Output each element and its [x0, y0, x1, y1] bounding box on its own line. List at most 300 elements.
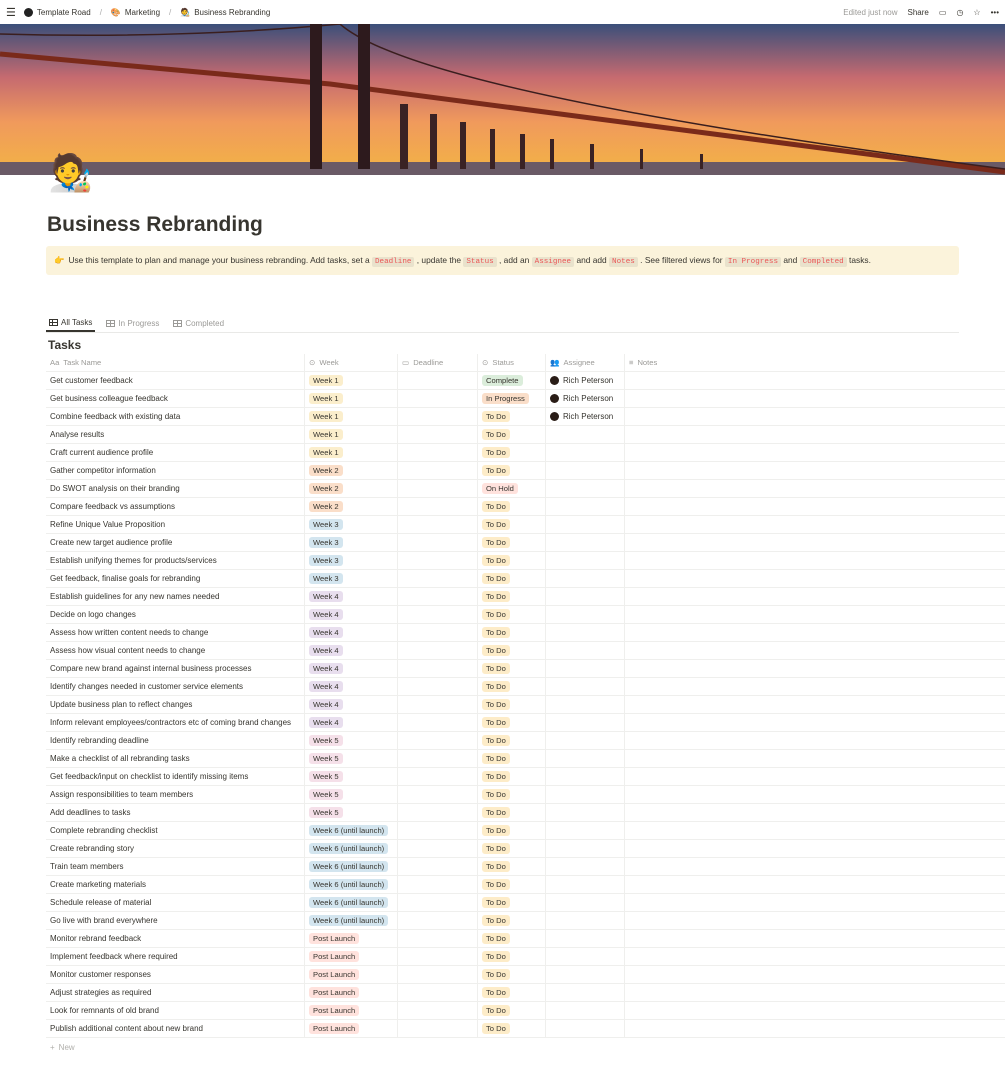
week-cell[interactable] — [305, 372, 398, 389]
week-cell[interactable] — [305, 588, 398, 605]
table-row[interactable] — [46, 858, 1005, 876]
table-row[interactable] — [46, 660, 1005, 678]
status-tag: To Do — [482, 699, 510, 710]
notes-cell[interactable] — [625, 516, 1005, 533]
assignee-cell[interactable] — [546, 480, 625, 497]
status-tag: To Do — [482, 429, 510, 440]
deadline-cell[interactable] — [398, 534, 478, 551]
table-row[interactable] — [46, 930, 1005, 948]
week-cell[interactable] — [305, 516, 398, 533]
notes-cell[interactable] — [625, 786, 1005, 803]
table-row[interactable] — [46, 426, 1005, 444]
table-row[interactable] — [46, 624, 1005, 642]
week-cell[interactable] — [305, 732, 398, 749]
callout-text-segment: , update the — [416, 255, 462, 265]
status-cell[interactable] — [478, 678, 546, 695]
status-cell[interactable] — [478, 372, 546, 389]
task-name-cell[interactable] — [46, 480, 305, 497]
task-name-cell[interactable] — [46, 930, 305, 947]
week-cell[interactable] — [305, 948, 398, 965]
status-cell[interactable] — [478, 966, 546, 983]
column-header-deadline[interactable] — [398, 354, 478, 371]
status-cell[interactable] — [478, 930, 546, 947]
task-name-cell[interactable] — [46, 840, 305, 857]
status-cell[interactable] — [478, 786, 546, 803]
task-name-cell[interactable] — [46, 858, 305, 875]
task-name-cell[interactable] — [46, 624, 305, 641]
task-name-cell[interactable] — [46, 462, 305, 479]
task-name-cell[interactable] — [46, 966, 305, 983]
assignee-cell[interactable] — [546, 750, 625, 767]
table-row[interactable] — [46, 786, 1005, 804]
status-cell[interactable] — [478, 426, 546, 443]
notes-cell[interactable] — [625, 732, 1005, 749]
week-cell[interactable] — [305, 714, 398, 731]
status-cell[interactable] — [478, 390, 546, 407]
history-icon[interactable]: ◷ — [956, 7, 964, 17]
table-row[interactable] — [46, 552, 1005, 570]
notes-cell[interactable] — [625, 408, 1005, 425]
status-cell[interactable] — [478, 696, 546, 713]
notes-cell[interactable] — [625, 552, 1005, 569]
week-cell[interactable] — [305, 480, 398, 497]
notes-cell[interactable] — [625, 858, 1005, 875]
deadline-cell[interactable] — [398, 462, 478, 479]
task-name-cell[interactable] — [46, 552, 305, 569]
assignee-cell[interactable] — [546, 948, 625, 965]
assignee-cell[interactable] — [546, 534, 625, 551]
task-name-cell[interactable] — [46, 1002, 305, 1019]
assignee-cell[interactable] — [546, 822, 625, 839]
deadline-cell[interactable] — [398, 444, 478, 461]
task-name-cell[interactable] — [46, 678, 305, 695]
week-cell[interactable] — [305, 750, 398, 767]
status-cell[interactable] — [478, 516, 546, 533]
status-cell[interactable] — [478, 840, 546, 857]
week-cell[interactable] — [305, 858, 398, 875]
notes-cell[interactable] — [625, 696, 1005, 713]
assignee-cell[interactable] — [546, 930, 625, 947]
week-cell[interactable] — [305, 840, 398, 857]
breadcrumb-item[interactable]: Marketing — [124, 7, 161, 17]
week-cell[interactable] — [305, 660, 398, 677]
notes-cell[interactable] — [625, 930, 1005, 947]
deadline-cell[interactable] — [398, 480, 478, 497]
status-cell[interactable] — [478, 912, 546, 929]
deadline-cell[interactable] — [398, 642, 478, 659]
table-row[interactable] — [46, 390, 1005, 408]
table-row[interactable] — [46, 1020, 1005, 1038]
week-cell[interactable] — [305, 804, 398, 821]
assignee-cell[interactable] — [546, 444, 625, 461]
assignee-cell[interactable] — [546, 462, 625, 479]
assignee-cell[interactable] — [546, 390, 625, 407]
deadline-cell[interactable] — [398, 660, 478, 677]
status-cell[interactable] — [478, 714, 546, 731]
task-name: Go live with brand everywhere — [50, 916, 158, 925]
week-cell[interactable] — [305, 1002, 398, 1019]
assignee-cell[interactable] — [546, 1020, 625, 1037]
notes-cell[interactable] — [625, 768, 1005, 785]
assignee-cell[interactable] — [546, 876, 625, 893]
deadline-cell[interactable] — [398, 372, 478, 389]
deadline-cell[interactable] — [398, 786, 478, 803]
deadline-cell[interactable] — [398, 516, 478, 533]
status-cell[interactable] — [478, 606, 546, 623]
week-cell[interactable] — [305, 678, 398, 695]
status-cell[interactable] — [478, 858, 546, 875]
people-icon: 👥 — [550, 358, 560, 367]
week-cell[interactable] — [305, 894, 398, 911]
task-name-cell[interactable] — [46, 732, 305, 749]
status-cell[interactable] — [478, 750, 546, 767]
assignee-cell[interactable] — [546, 1002, 625, 1019]
deadline-cell[interactable] — [398, 768, 478, 785]
task-name-cell[interactable] — [46, 534, 305, 551]
table-row[interactable] — [46, 984, 1005, 1002]
tab-label: Completed — [185, 318, 225, 328]
task-name-cell[interactable] — [46, 516, 305, 533]
deadline-cell[interactable] — [398, 1002, 478, 1019]
assignee-cell[interactable] — [546, 426, 625, 443]
column-header-task-name[interactable] — [46, 354, 305, 371]
task-name-cell[interactable] — [46, 804, 305, 821]
task-name: Identify rebranding deadline — [50, 736, 149, 745]
table-row[interactable] — [46, 534, 1005, 552]
assignee-cell[interactable] — [546, 570, 625, 587]
deadline-cell[interactable] — [398, 678, 478, 695]
table-row[interactable] — [46, 480, 1005, 498]
status-cell[interactable] — [478, 1020, 546, 1037]
notes-cell[interactable] — [625, 678, 1005, 695]
notes-cell[interactable] — [625, 822, 1005, 839]
comment-icon[interactable]: ▭ — [938, 7, 947, 17]
week-tag: Week 6 (until launch) — [309, 843, 388, 854]
deadline-cell[interactable] — [398, 912, 478, 929]
deadline-cell[interactable] — [398, 750, 478, 767]
task-name-cell[interactable] — [46, 1020, 305, 1037]
task-name-cell[interactable] — [46, 642, 305, 659]
notes-cell[interactable] — [625, 390, 1005, 407]
deadline-cell[interactable] — [398, 606, 478, 623]
task-name-cell[interactable] — [46, 876, 305, 893]
assignee-cell[interactable] — [546, 516, 625, 533]
task-name-cell[interactable] — [46, 768, 305, 785]
assignee-cell[interactable] — [546, 696, 625, 713]
status-cell[interactable] — [478, 498, 546, 515]
task-name-cell[interactable] — [46, 372, 305, 389]
page-title[interactable]: Business Rebranding — [47, 213, 263, 236]
page-icon[interactable]: 🧑‍🎨 — [48, 152, 93, 193]
notes-cell[interactable] — [625, 570, 1005, 587]
deadline-cell[interactable] — [398, 624, 478, 641]
notes-cell[interactable] — [625, 642, 1005, 659]
week-cell[interactable] — [305, 498, 398, 515]
assignee-cell[interactable] — [546, 840, 625, 857]
task-name-cell[interactable] — [46, 570, 305, 587]
task-name-cell[interactable] — [46, 984, 305, 1001]
task-name-cell[interactable] — [46, 822, 305, 839]
task-name-cell[interactable] — [46, 948, 305, 965]
notes-cell[interactable] — [625, 534, 1005, 551]
table-row[interactable] — [46, 696, 1005, 714]
deadline-cell[interactable] — [398, 588, 478, 605]
deadline-cell[interactable] — [398, 1020, 478, 1037]
task-name-cell[interactable] — [46, 912, 305, 929]
status-cell[interactable] — [478, 894, 546, 911]
status-cell[interactable] — [478, 462, 546, 479]
table-row[interactable] — [46, 750, 1005, 768]
table-row[interactable] — [46, 1002, 1005, 1020]
table-row[interactable] — [46, 840, 1005, 858]
table-row[interactable] — [46, 444, 1005, 462]
notes-cell[interactable] — [625, 948, 1005, 965]
table-row[interactable] — [46, 822, 1005, 840]
table-row[interactable] — [46, 588, 1005, 606]
table-row[interactable] — [46, 498, 1005, 516]
notes-cell[interactable] — [625, 444, 1005, 461]
week-cell[interactable] — [305, 606, 398, 623]
assignee-cell[interactable] — [546, 984, 625, 1001]
notes-cell[interactable] — [625, 894, 1005, 911]
week-tag: Week 1 — [309, 429, 343, 440]
assignee-cell[interactable] — [546, 498, 625, 515]
table-row[interactable] — [46, 912, 1005, 930]
status-cell[interactable] — [478, 876, 546, 893]
task-name-cell[interactable] — [46, 426, 305, 443]
assignee-cell[interactable] — [546, 966, 625, 983]
week-cell[interactable] — [305, 624, 398, 641]
deadline-cell[interactable] — [398, 876, 478, 893]
week-cell[interactable] — [305, 696, 398, 713]
week-cell[interactable] — [305, 444, 398, 461]
assignee-cell[interactable] — [546, 858, 625, 875]
share-button[interactable]: Share — [907, 7, 929, 17]
column-header-week[interactable] — [305, 354, 398, 371]
task-name-cell[interactable] — [46, 408, 305, 425]
table-row[interactable] — [46, 678, 1005, 696]
notes-cell[interactable] — [625, 1002, 1005, 1019]
status-cell[interactable] — [478, 822, 546, 839]
table-row[interactable] — [46, 732, 1005, 750]
deadline-cell[interactable] — [398, 498, 478, 515]
notes-cell[interactable] — [625, 660, 1005, 677]
task-name-cell[interactable] — [46, 786, 305, 803]
week-cell[interactable] — [305, 462, 398, 479]
notes-cell[interactable] — [625, 804, 1005, 821]
deadline-cell[interactable] — [398, 948, 478, 965]
status-cell[interactable] — [478, 408, 546, 425]
week-tag: Week 6 (until launch) — [309, 879, 388, 890]
assignee-cell[interactable] — [546, 552, 625, 569]
table-row[interactable] — [46, 642, 1005, 660]
table-row[interactable] — [46, 570, 1005, 588]
status-cell[interactable] — [478, 588, 546, 605]
week-cell[interactable] — [305, 570, 398, 587]
notes-cell[interactable] — [625, 480, 1005, 497]
deadline-cell[interactable] — [398, 570, 478, 587]
deadline-cell[interactable] — [398, 804, 478, 821]
assignee-cell[interactable] — [546, 588, 625, 605]
assignee-cell[interactable] — [546, 660, 625, 677]
status-tag: To Do — [482, 537, 510, 548]
assignee-cell[interactable] — [546, 408, 625, 425]
table-row[interactable] — [46, 876, 1005, 894]
notes-cell[interactable] — [625, 966, 1005, 983]
column-header-assignee[interactable] — [546, 354, 625, 371]
week-cell[interactable] — [305, 822, 398, 839]
assignee-cell[interactable] — [546, 732, 625, 749]
status-tag: To Do — [482, 573, 510, 584]
task-name-cell[interactable] — [46, 750, 305, 767]
week-cell[interactable] — [305, 426, 398, 443]
task-name-cell[interactable] — [46, 606, 305, 623]
assignee-cell[interactable] — [546, 606, 625, 623]
assignee-cell[interactable] — [546, 678, 625, 695]
status-cell[interactable] — [478, 804, 546, 821]
deadline-cell[interactable] — [398, 426, 478, 443]
assignee-cell[interactable] — [546, 786, 625, 803]
status-cell[interactable] — [478, 552, 546, 569]
week-cell[interactable] — [305, 930, 398, 947]
table-row[interactable] — [46, 372, 1005, 390]
task-name-cell[interactable] — [46, 660, 305, 677]
table-row[interactable] — [46, 714, 1005, 732]
status-cell[interactable] — [478, 444, 546, 461]
notes-cell[interactable] — [625, 840, 1005, 857]
star-icon[interactable]: ☆ — [973, 7, 981, 17]
table-row[interactable] — [46, 804, 1005, 822]
week-cell[interactable] — [305, 984, 398, 1001]
week-tag: Week 6 (until launch) — [309, 861, 388, 872]
deadline-cell[interactable] — [398, 984, 478, 1001]
notes-cell[interactable] — [625, 498, 1005, 515]
status-cell[interactable] — [478, 660, 546, 677]
assignee-cell[interactable] — [546, 714, 625, 731]
status-cell[interactable] — [478, 624, 546, 641]
task-name-cell[interactable] — [46, 714, 305, 731]
task-name-cell[interactable] — [46, 390, 305, 407]
week-cell[interactable] — [305, 408, 398, 425]
deadline-cell[interactable] — [398, 390, 478, 407]
assignee-cell[interactable] — [546, 804, 625, 821]
deadline-cell[interactable] — [398, 696, 478, 713]
deadline-cell[interactable] — [398, 732, 478, 749]
week-cell[interactable] — [305, 642, 398, 659]
week-cell[interactable] — [305, 552, 398, 569]
task-name: Establish guidelines for any new names needed — [50, 592, 220, 601]
notes-cell[interactable] — [625, 588, 1005, 605]
week-cell[interactable] — [305, 876, 398, 893]
more-icon[interactable]: ••• — [990, 7, 999, 17]
status-cell[interactable] — [478, 948, 546, 965]
tab-in-progress[interactable] — [103, 314, 162, 332]
tab-completed[interactable] — [170, 314, 227, 332]
table-row[interactable] — [46, 408, 1005, 426]
status-cell[interactable] — [478, 1002, 546, 1019]
status-cell[interactable] — [478, 768, 546, 785]
status-cell[interactable] — [478, 642, 546, 659]
status-cell[interactable] — [478, 480, 546, 497]
breadcrumb-item[interactable]: Business Rebranding — [194, 7, 271, 17]
status-cell[interactable] — [478, 732, 546, 749]
assignee-cell[interactable] — [546, 912, 625, 929]
table-row[interactable] — [46, 606, 1005, 624]
assignee-cell[interactable] — [546, 642, 625, 659]
notes-cell[interactable] — [625, 750, 1005, 767]
menu-icon[interactable]: ☰ — [6, 6, 16, 19]
notes-cell[interactable] — [625, 984, 1005, 1001]
tab-label: In Progress — [118, 318, 160, 328]
notes-cell[interactable] — [625, 426, 1005, 443]
deadline-cell[interactable] — [398, 714, 478, 731]
deadline-cell[interactable] — [398, 858, 478, 875]
notes-cell[interactable] — [625, 876, 1005, 893]
task-name-cell[interactable] — [46, 588, 305, 605]
database-title[interactable]: Tasks — [48, 338, 82, 352]
assignee-cell[interactable] — [546, 372, 625, 389]
deadline-cell[interactable] — [398, 966, 478, 983]
notes-cell[interactable] — [625, 1020, 1005, 1037]
table-row[interactable] — [46, 462, 1005, 480]
status-tag: To Do — [482, 897, 510, 908]
week-cell[interactable] — [305, 966, 398, 983]
table-row[interactable] — [46, 894, 1005, 912]
assignee-cell[interactable] — [546, 894, 625, 911]
week-tag: Post Launch — [309, 1005, 359, 1016]
notes-cell[interactable] — [625, 714, 1005, 731]
notes-cell[interactable] — [625, 624, 1005, 641]
status-cell[interactable] — [478, 984, 546, 1001]
status-cell[interactable] — [478, 570, 546, 587]
assignee-cell[interactable] — [546, 624, 625, 641]
notes-cell[interactable] — [625, 462, 1005, 479]
week-cell[interactable] — [305, 534, 398, 551]
column-header-status[interactable] — [478, 354, 546, 371]
week-cell[interactable] — [305, 1020, 398, 1037]
tab-all-tasks[interactable] — [46, 314, 95, 332]
table-row[interactable] — [46, 948, 1005, 966]
breadcrumb-item[interactable]: Template Road — [36, 7, 91, 17]
status-tag: To Do — [482, 825, 510, 836]
deadline-cell[interactable] — [398, 552, 478, 569]
week-cell[interactable] — [305, 912, 398, 929]
deadline-cell[interactable] — [398, 408, 478, 425]
table-row[interactable] — [46, 768, 1005, 786]
task-name-cell[interactable] — [46, 498, 305, 515]
task-name-cell[interactable] — [46, 894, 305, 911]
week-cell[interactable] — [305, 768, 398, 785]
table-row[interactable] — [46, 966, 1005, 984]
deadline-cell[interactable] — [398, 840, 478, 857]
task-name-cell[interactable] — [46, 444, 305, 461]
notes-cell[interactable] — [625, 372, 1005, 389]
task-name: Decide on logo changes — [50, 610, 136, 619]
deadline-cell[interactable] — [398, 822, 478, 839]
status-cell[interactable] — [478, 534, 546, 551]
week-cell[interactable] — [305, 390, 398, 407]
assignee-cell[interactable] — [546, 768, 625, 785]
new-row-button[interactable] — [46, 1038, 1005, 1056]
deadline-cell[interactable] — [398, 930, 478, 947]
deadline-cell[interactable] — [398, 894, 478, 911]
week-cell[interactable] — [305, 786, 398, 803]
task-name-cell[interactable] — [46, 696, 305, 713]
notes-cell[interactable] — [625, 606, 1005, 623]
column-header-notes[interactable] — [625, 354, 1005, 371]
table-row[interactable] — [46, 516, 1005, 534]
notes-cell[interactable] — [625, 912, 1005, 929]
